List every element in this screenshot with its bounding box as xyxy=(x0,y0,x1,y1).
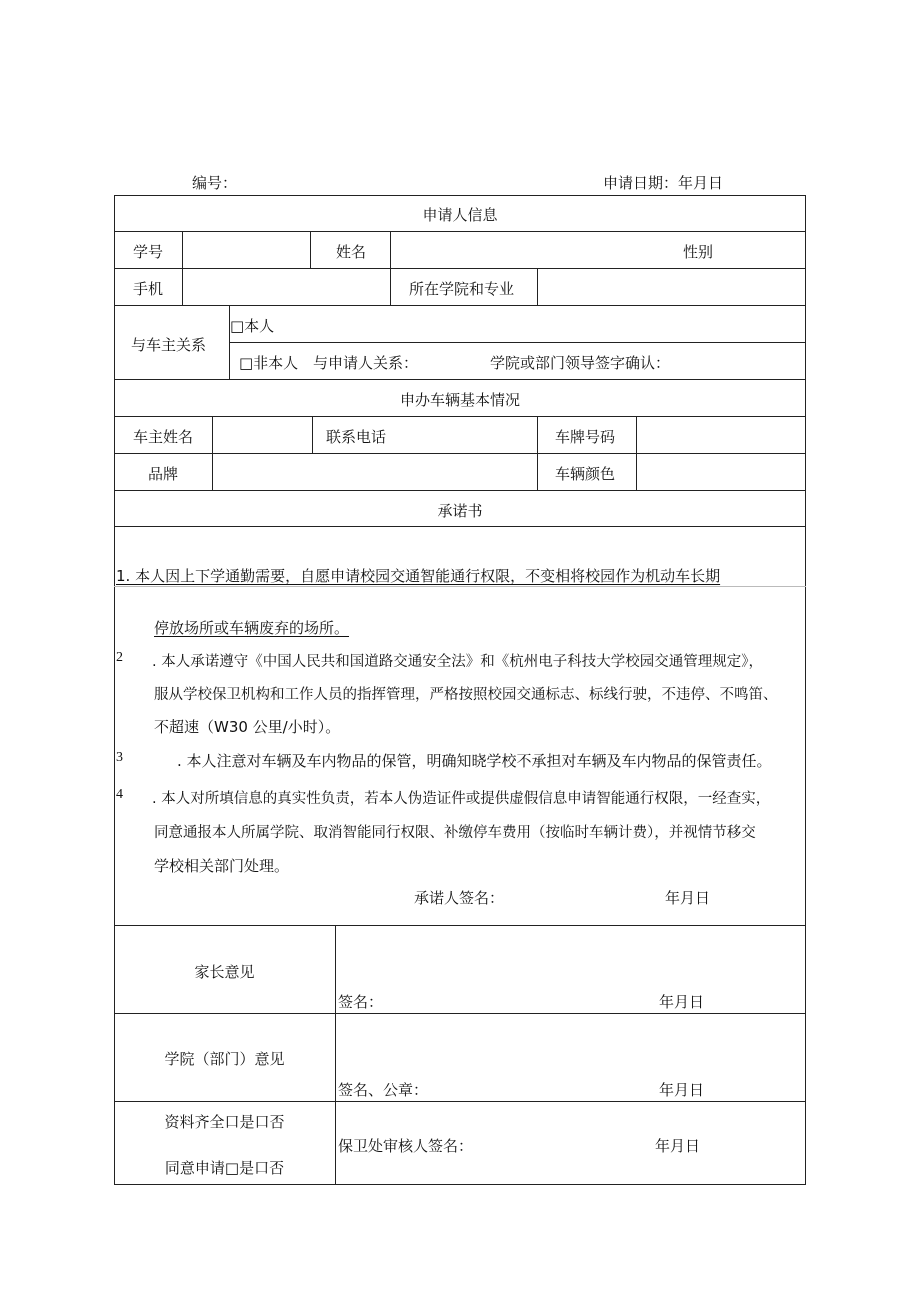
relation-label: 与车主关系 xyxy=(131,336,207,354)
commitment-section-title: 承诺书 xyxy=(437,502,483,520)
commitment-item-4-line-2: 同意通报本人所属学院、取消智能同行权限、补缴停车费用（按临时车辆计费），并视情节移交 xyxy=(154,825,756,841)
reviewer-date: 年月日 xyxy=(655,1137,701,1155)
docs-complete-check[interactable]: 资料齐全口是口否 xyxy=(164,1113,285,1131)
owner-name-label: 车主姓名 xyxy=(133,428,194,446)
commitment-item-1-line-1: 1. 本人因上下学通勤需要，自愿申请校园交通智能通行权限，不变相将校园作为机动车长期 xyxy=(116,567,721,585)
brand-label: 品牌 xyxy=(148,465,179,483)
agree-apply-check[interactable]: 同意申请□是口否 xyxy=(164,1159,285,1177)
gender-label: 性别 xyxy=(683,243,714,261)
parent-opinion-label: 家长意见 xyxy=(194,963,255,981)
parent-sign-label: 签名： xyxy=(338,993,384,1011)
commitment-item-3-number: 3 xyxy=(116,750,123,765)
non-self-checkbox-option[interactable]: □非本人 xyxy=(239,354,299,372)
college-major-label: 所在学院和专业 xyxy=(409,280,515,298)
reviewer-sign-label: 保卫处审核人签名： xyxy=(338,1137,474,1155)
number-label: 编号： xyxy=(192,174,238,192)
commitment-item-2-line-1: . 本人承诺遵守《中国人民共和国道路交通安全法》和《杭州电子科技大学校园交通管理规定》， xyxy=(152,654,763,670)
commitment-item-4-number: 4 xyxy=(116,787,123,802)
contact-phone-label: 联系电话 xyxy=(326,428,387,446)
college-date: 年月日 xyxy=(659,1081,705,1099)
signer-date: 年月日 xyxy=(665,889,711,907)
commitment-item-2-number: 2 xyxy=(116,650,123,665)
commitment-item-1-line-2: 停放场所或车辆废弃的场所。 xyxy=(154,619,350,637)
commitment-item-2-line-2: 服从学校保卫机构和工作人员的指挥管理，严格按照校园交通标志、标线行驶，不违停、不鸣笛、 xyxy=(154,687,778,703)
leader-sign-label: 学院或部门领导签字确认： xyxy=(490,354,671,372)
college-sign-label: 签名、公章： xyxy=(338,1081,429,1099)
parent-date: 年月日 xyxy=(659,993,705,1011)
vehicle-section-title: 申办车辆基本情况 xyxy=(399,391,520,409)
self-checkbox-option[interactable]: □本人 xyxy=(230,317,275,335)
commitment-item-2-line-3: 不超速（W30 公里/小时）。 xyxy=(154,718,341,736)
name-label: 姓名 xyxy=(336,243,367,261)
relation-with-applicant-label: 与申请人关系： xyxy=(313,354,419,372)
student-id-label: 学号 xyxy=(133,243,164,261)
vehicle-color-label: 车辆颜色 xyxy=(555,465,616,483)
commitment-item-4-line-3: 学校相关部门处理。 xyxy=(154,857,290,875)
commitment-item-4-line-1: . 本人对所填信息的真实性负责，若本人伪造证件或提供虚假信息申请智能通行权限，一经查实， xyxy=(152,791,771,807)
applicant-section-title: 申请人信息 xyxy=(422,206,498,224)
signer-label: 承诺人签名： xyxy=(414,889,505,907)
commitment-item-3-line-1: . 本人注意对车辆及车内物品的保管，明确知晓学校不承担对车辆及车内物品的保管责任。 xyxy=(177,752,772,770)
college-opinion-label: 学院（部门）意见 xyxy=(164,1050,285,1068)
application-date-label: 申请日期：年月日 xyxy=(603,174,724,192)
phone-label: 手机 xyxy=(133,280,164,298)
plate-number-label: 车牌号码 xyxy=(555,428,616,446)
